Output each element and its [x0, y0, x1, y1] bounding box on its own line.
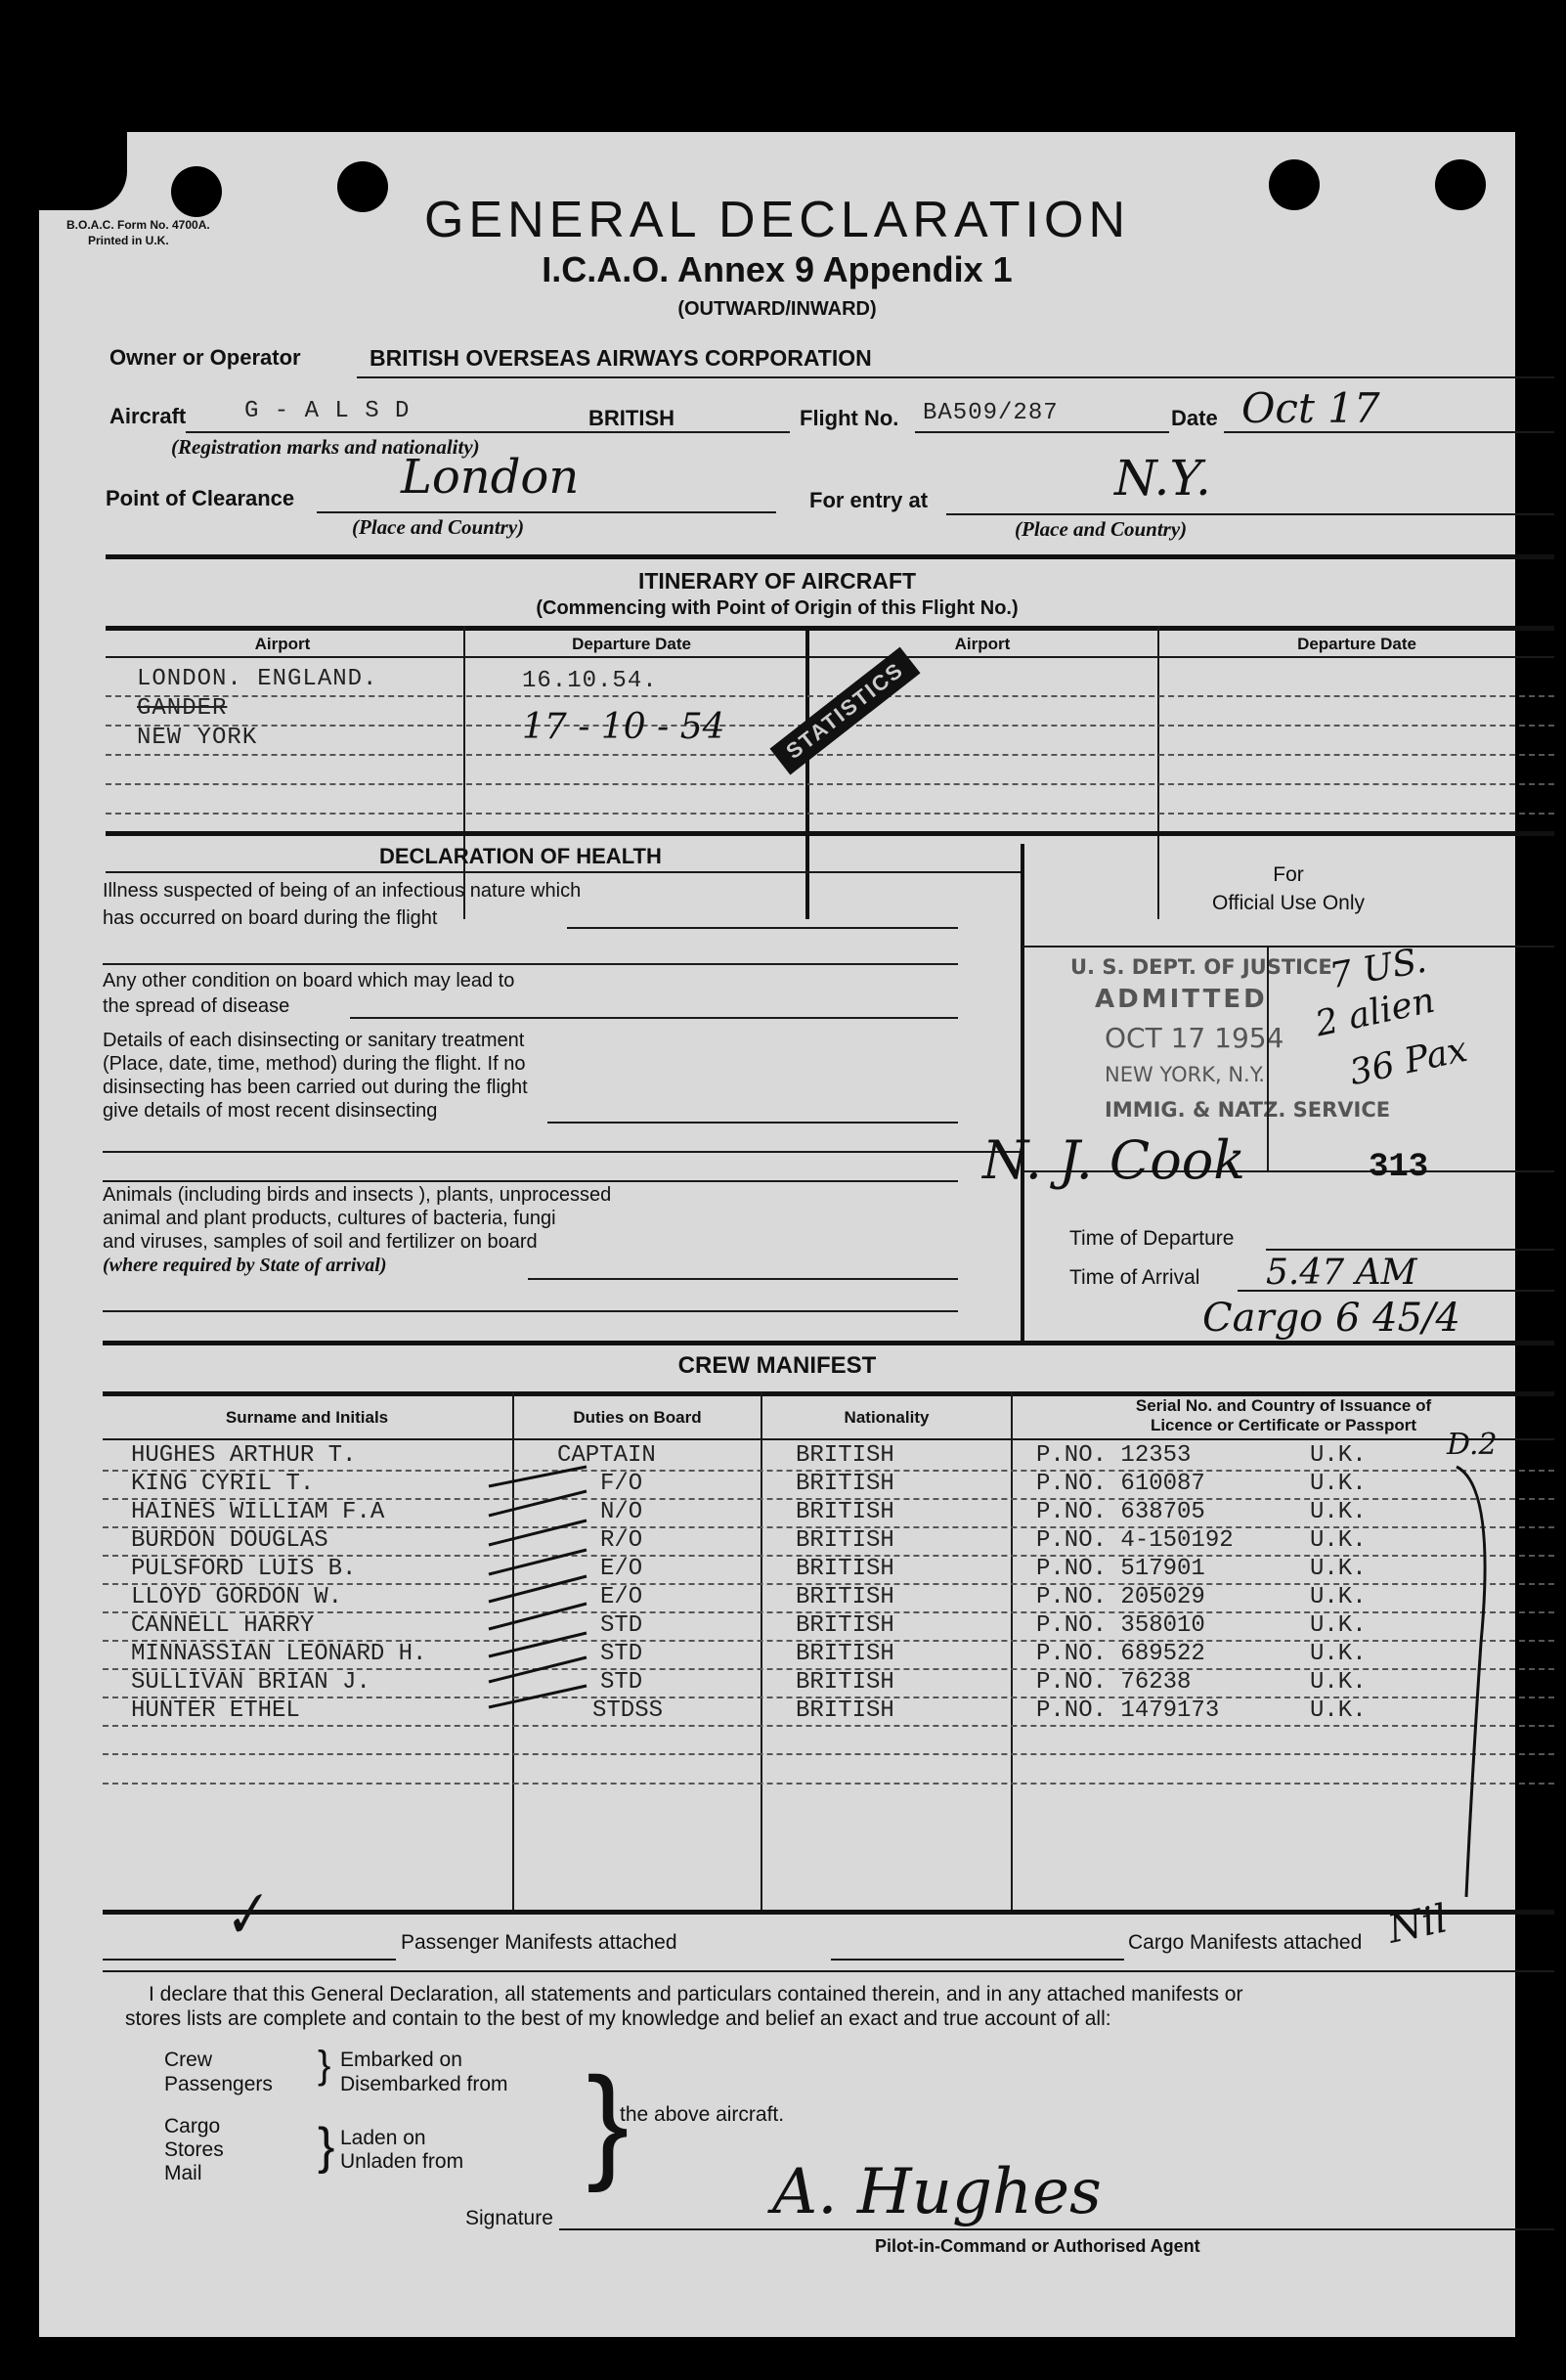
crew-nationality: BRITISH [796, 1471, 894, 1497]
health-q3-line2: (Place, date, time, method) during the flight. If no [103, 1053, 526, 1075]
crew-header-nationality: Nationality [844, 1408, 930, 1427]
health-q4-line4: (where required by State of arrival) [103, 1255, 387, 1276]
check-marks [479, 1447, 596, 1731]
crew-nationality: BRITISH [796, 1641, 894, 1667]
date-value: Oct 17 [1241, 384, 1380, 432]
declaration-sheet [39, 132, 1515, 2337]
cargo-manifest-note: Nil [1383, 1896, 1452, 1953]
crew-country: U.K. [1310, 1669, 1367, 1696]
crew-nationality: BRITISH [796, 1527, 894, 1554]
row-rule [103, 1555, 1554, 1557]
rule [103, 963, 958, 965]
declaration-text-2: stores lists are complete and contain to the best of my knowledge and belief an exact and true account of all: [125, 2007, 1111, 2030]
row-rule [103, 1583, 1554, 1585]
rule [831, 1959, 1124, 1961]
crew-serial: P.NO. 610087 [1036, 1471, 1205, 1497]
table-rule [106, 626, 1554, 631]
arrival-time-label: Time of Arrival [1069, 1266, 1200, 1289]
crew-name: MINNASSIAN LEONARD H. [131, 1641, 427, 1667]
health-q4-line3: and viruses, samples of soil and fertilizer on board [103, 1231, 538, 1253]
official-note-pax: 36 Pax [1346, 1029, 1471, 1094]
row-rule [103, 1668, 1554, 1670]
statistics-stamp: STATISTICS [769, 647, 920, 775]
health-q1-line1: Illness suspected of being of an infectious nature which [103, 880, 582, 902]
group-stores: Stores [164, 2138, 224, 2161]
clearance-note: (Place and Country) [352, 515, 525, 539]
table-rule [106, 831, 1554, 836]
crew-duty: STD [600, 1641, 643, 1667]
crew-duty: CAPTAIN [557, 1442, 656, 1469]
immigration-stamp-admitted: ADMITTED [1095, 985, 1268, 1014]
row-rule [103, 1611, 1554, 1613]
declaration-tail: the above aircraft. [620, 2103, 785, 2126]
crew-serial: P.NO. 689522 [1036, 1641, 1205, 1667]
health-q3-line4: give details of most recent disinsecting [103, 1100, 438, 1122]
row-rule [103, 1697, 1554, 1698]
action-embarked: Embarked on [340, 2049, 462, 2071]
rule [1238, 1290, 1554, 1292]
itinerary-header-airport-2: Airport [954, 635, 1011, 653]
rule [103, 1970, 1554, 1972]
itinerary-airport: LONDON. ENGLAND. [137, 666, 378, 692]
health-q4-line1: Animals (including birds and insects ), plants, unprocessed [103, 1184, 612, 1206]
action-disembarked: Disembarked from [340, 2073, 508, 2095]
brace-3: } [587, 2050, 630, 2193]
crew-duty: R/O [600, 1527, 643, 1554]
group-cargo: Cargo [164, 2115, 221, 2138]
crew-country: U.K. [1310, 1499, 1367, 1525]
row-rule [103, 1725, 1554, 1727]
crew-name: KING CYRIL T. [131, 1471, 315, 1497]
rule [103, 1959, 396, 1961]
passenger-manifest-label: Passenger Manifests attached [401, 1931, 677, 1954]
rule [350, 1017, 958, 1019]
official-number: 313 [1369, 1149, 1429, 1186]
officer-signature: N. J. Cook [982, 1129, 1245, 1191]
crew-nationality: BRITISH [796, 1697, 894, 1724]
crew-duty: STDSS [592, 1697, 664, 1724]
brace-2: } [318, 2118, 335, 2175]
rule [1266, 1249, 1554, 1251]
departure-time-label: Time of Departure [1069, 1227, 1235, 1250]
crew-nationality: BRITISH [796, 1584, 894, 1610]
crew-title: CREW MANIFEST [677, 1352, 877, 1379]
clearance-value: London [401, 450, 580, 505]
table-row [39, 1499, 1515, 1527]
official-title-2: Official Use Only [1212, 892, 1365, 914]
table-row [39, 1556, 1515, 1584]
official-note-us: 7 US. [1327, 940, 1430, 997]
col-rule [463, 626, 465, 919]
health-q2-line2: the spread of disease [103, 995, 290, 1017]
crew-duty: E/O [600, 1584, 643, 1610]
registration-note: (Registration marks and nationality) [171, 435, 480, 459]
itinerary-subtitle: (Commencing with Point of Origin of this Flight No.) [536, 597, 1019, 619]
crew-country: U.K. [1310, 1471, 1367, 1497]
rule [567, 927, 958, 929]
crew-serial: P.NO. 12353 [1036, 1442, 1192, 1469]
itinerary-airport: NEW YORK [137, 725, 258, 751]
group-mail: Mail [164, 2162, 202, 2184]
action-laden: Laden on [340, 2127, 426, 2149]
itinerary-date: 16.10.54. [522, 668, 658, 694]
health-title: DECLARATION OF HEALTH [379, 844, 662, 868]
rule [103, 1310, 958, 1312]
immigration-stamp-line: U. S. DEPT. OF JUSTICE [1070, 955, 1332, 979]
col-rule [805, 626, 809, 919]
crew-country: U.K. [1310, 1584, 1367, 1610]
row-rule [106, 754, 1554, 756]
table-row [39, 1584, 1515, 1612]
crew-country: U.K. [1310, 1612, 1367, 1639]
crew-duty: N/O [600, 1499, 643, 1525]
table-row [39, 1669, 1515, 1697]
crew-duty: F/O [600, 1471, 643, 1497]
rule [317, 511, 776, 513]
crew-country: U.K. [1310, 1641, 1367, 1667]
health-q3-line3: disinsecting has been carried out during the flight [103, 1077, 528, 1098]
crew-nationality: BRITISH [796, 1612, 894, 1639]
crew-name: HUNTER ETHEL [131, 1697, 300, 1724]
health-q1-line2: has occurred on board during the flight [103, 907, 438, 929]
crew-serial: P.NO. 205029 [1036, 1584, 1205, 1610]
table-rule [103, 1438, 1554, 1440]
section-rule [106, 554, 1554, 559]
row-rule [106, 783, 1554, 785]
immigration-stamp-service: IMMIG. & NATZ. SERVICE [1105, 1098, 1391, 1122]
row-rule [103, 1753, 1554, 1755]
passenger-check-mark: ✓ [212, 1876, 276, 1955]
rule [186, 431, 790, 433]
itinerary-header-date-2: Departure Date [1297, 635, 1416, 653]
date-label: Date [1171, 406, 1218, 430]
rule [103, 1180, 958, 1182]
health-q3-line1: Details of each disinsecting or sanitary treatment [103, 1030, 525, 1051]
signature-line [559, 2228, 1554, 2230]
declaration-text-1: I declare that this General Declaration, all statements and particulars contained therein, and in any attached manifests or [149, 1983, 1243, 2005]
row-rule [103, 1783, 1554, 1785]
crew-country: U.K. [1310, 1442, 1367, 1469]
crew-duty: STD [600, 1669, 643, 1696]
health-q4-line2: animal and plant products, cultures of bacteria, fungi [103, 1208, 556, 1229]
table-row [39, 1612, 1515, 1641]
crew-country: U.K. [1310, 1527, 1367, 1554]
crew-nationality: BRITISH [796, 1499, 894, 1525]
rule [528, 1278, 958, 1280]
aircraft-registration: G - A L S D [244, 398, 411, 424]
row-rule [103, 1498, 1554, 1500]
aircraft-nationality: BRITISH [588, 406, 674, 430]
crew-name: CANNELL HARRY [131, 1612, 315, 1639]
crew-serial: P.NO. 638705 [1036, 1499, 1205, 1525]
table-row [39, 1697, 1515, 1726]
crew-header-name: Surname and Initials [225, 1408, 389, 1427]
row-rule [106, 813, 1554, 815]
itinerary-header-airport: Airport [254, 635, 311, 653]
group-passengers: Passengers [164, 2073, 273, 2095]
rule [357, 376, 1554, 378]
form-number: B.O.A.C. Form No. 4700A. [66, 218, 210, 232]
rule [915, 431, 1169, 433]
bracket-mark [1427, 1447, 1515, 1907]
owner-value: BRITISH OVERSEAS AIRWAYS CORPORATION [370, 345, 872, 371]
itinerary-airport: GANDER [137, 695, 228, 722]
crew-name: HAINES WILLIAM F.A [131, 1499, 385, 1525]
direction: (OUTWARD/INWARD) [677, 298, 877, 320]
rule [946, 513, 1554, 515]
table-rule [103, 1910, 1554, 1915]
crew-name: PULSFORD LUIS B. [131, 1556, 357, 1582]
itinerary-date-handwritten: 17 - 10 - 54 [522, 707, 725, 747]
crew-serial: P.NO. 1479173 [1036, 1697, 1220, 1724]
aircraft-label: Aircraft [109, 404, 187, 428]
crew-serial: P.NO. 517901 [1036, 1556, 1205, 1582]
page-title: GENERAL DECLARATION [423, 192, 1131, 248]
entry-note: (Place and Country) [1015, 517, 1188, 541]
section-rule [103, 1341, 1554, 1345]
row-rule [103, 1526, 1554, 1528]
crew-header-duties: Duties on Board [573, 1408, 702, 1427]
crew-duty: STD [600, 1612, 643, 1639]
rule [1224, 431, 1554, 433]
flight-label: Flight No. [800, 406, 899, 430]
crew-country: U.K. [1310, 1697, 1367, 1724]
table-row [39, 1471, 1515, 1499]
owner-label: Owner or Operator [109, 345, 301, 370]
row-rule [106, 695, 1554, 697]
table-row [39, 1442, 1515, 1471]
cargo-manifest-label: Cargo Manifests attached [1128, 1931, 1363, 1954]
official-note-alien: 2 alien [1312, 980, 1439, 1045]
arrival-time-value: 5.47 AM [1266, 1253, 1417, 1293]
rule [106, 871, 1021, 873]
row-rule [103, 1470, 1554, 1472]
crew-nationality: BRITISH [796, 1556, 894, 1582]
clearance-label: Point of Clearance [106, 486, 295, 510]
row-rule [103, 1640, 1554, 1642]
itinerary-title: ITINERARY OF AIRCRAFT [637, 568, 917, 594]
rule [103, 1151, 1021, 1153]
cargo-note: Cargo 6 45/4 [1202, 1296, 1460, 1341]
flight-number: BA509/287 [923, 400, 1059, 426]
crew-nationality: BRITISH [796, 1442, 894, 1469]
crew-header-serial: Serial No. and Country of Issuance of [1135, 1396, 1432, 1415]
brace-1: } [318, 2044, 331, 2087]
crew-name: HUGHES ARTHUR T. [131, 1442, 357, 1469]
printed-in: Printed in U.K. [88, 234, 169, 247]
crew-margin-note: D.2 [1447, 1428, 1498, 1462]
itinerary-header-date: Departure Date [572, 635, 691, 653]
rule [1022, 946, 1554, 948]
entry-label: For entry at [809, 488, 929, 512]
signature-label: Signature [465, 2207, 553, 2229]
col-rule [1267, 946, 1269, 1170]
action-unladen: Unladen from [340, 2150, 464, 2173]
health-q2-line1: Any other condition on board which may lead to [103, 970, 515, 992]
crew-name: BURDON DOUGLAS [131, 1527, 328, 1554]
table-rule [106, 656, 1554, 658]
group-crew: Crew [164, 2049, 213, 2071]
official-title: For [1273, 863, 1304, 886]
page-subtitle: I.C.A.O. Annex 9 Appendix 1 [542, 249, 1013, 289]
col-rule [1021, 844, 1024, 1343]
crew-header-licence: Licence or Certificate or Passport [1150, 1416, 1417, 1434]
crew-serial: P.NO. 4-150192 [1036, 1527, 1234, 1554]
crew-duty: E/O [600, 1556, 643, 1582]
immigration-stamp-city: NEW YORK, N.Y. [1105, 1063, 1265, 1086]
crew-country: U.K. [1310, 1556, 1367, 1582]
crew-name: LLOYD GORDON W. [131, 1584, 343, 1610]
table-row [39, 1641, 1515, 1669]
crew-name: SULLIVAN BRIAN J. [131, 1669, 370, 1696]
immigration-stamp-date: OCT 17 1954 [1105, 1022, 1284, 1054]
crew-serial: P.NO. 358010 [1036, 1612, 1205, 1639]
rule [547, 1122, 958, 1124]
entry-value: N.Y. [1114, 450, 1211, 507]
table-row [39, 1527, 1515, 1556]
crew-serial: P.NO. 76238 [1036, 1669, 1192, 1696]
signature-caption: Pilot-in-Command or Authorised Agent [875, 2236, 1200, 2256]
signature-value: A. Hughes [772, 2156, 1102, 2228]
crew-nationality: BRITISH [796, 1669, 894, 1696]
